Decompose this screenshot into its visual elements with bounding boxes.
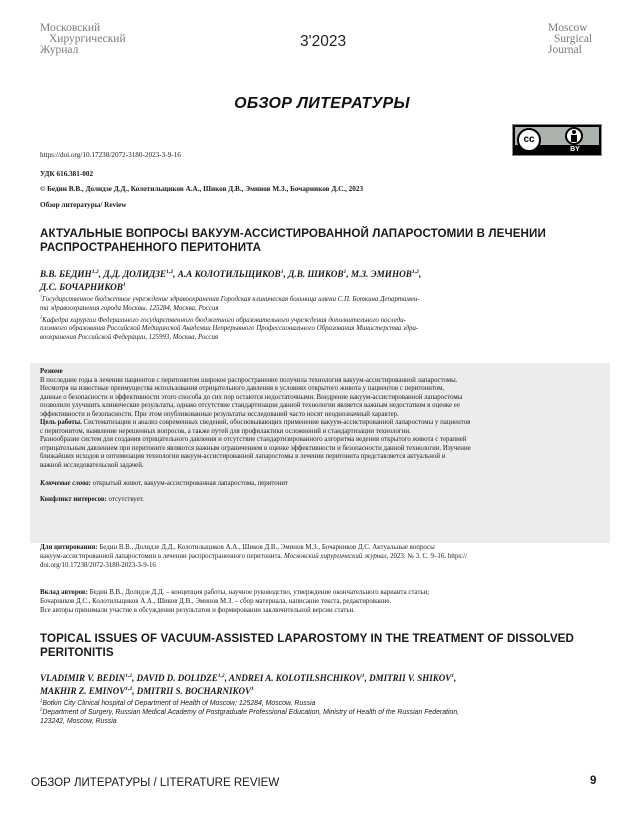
person-icon [565, 127, 583, 145]
affiliation-line: воохранения Российской Федерации, 125993, Москва, Россия [40, 334, 219, 342]
abstract-line: данные о безопасности и эффективности этого способа до сих пор остаются недостаточными. Внедрение вакуум-ассистированной лапаростомы [40, 393, 463, 401]
authors-ru [40, 268, 620, 293]
citation-line: вакуум-ассистированной лапаростомии в лечении распространенного перитонита. [40, 552, 285, 560]
page-number: 9 [590, 775, 597, 787]
author-en-sep: , [454, 673, 457, 683]
citation-journal: Московский хирургический журнал [284, 552, 387, 560]
author-ru-sep: , [418, 269, 422, 279]
journal-logo-ru [40, 23, 150, 56]
author-ru-name: Д.В. ШИКОВ [288, 269, 344, 279]
author-en-sup: 1 [251, 685, 254, 692]
author-ru [103, 269, 175, 279]
title-en-line2: PERITONITIS [40, 645, 114, 659]
author-ru-name: А.А КОЛОТИЛЬЩИКОВ [177, 269, 281, 279]
author-ru-sup: 1 [122, 281, 126, 288]
author-en-sep: , [224, 673, 227, 683]
author-ru [40, 282, 126, 292]
citation-line: Бедин В.В., Долидзе Д.Д., Колотильщиков А.А., Шиков Д.В., Эминов М.З., Бочарников Д.С. Актуальные вопросы [97, 544, 435, 551]
logo-ru-line3: Журнал [40, 44, 79, 56]
contribution-line: Все авторы принимали участие в обсуждении результатов и формировании заключительной версии статьи. [40, 606, 355, 614]
citation [40, 544, 610, 570]
citation-line: , 2023. № 3. С. 9–16. https:// [386, 552, 467, 560]
author-en [40, 686, 135, 696]
author-en-sup: 1 [361, 673, 365, 679]
abstract-line: позволило улучшить клинические результаты, однако отсутствие стандартизации данной технологии является важным недостатком в оценке ее [40, 402, 460, 410]
author-ru-sep: , [283, 269, 286, 279]
author-ru-name: В.В. БЕДИН [40, 269, 92, 279]
contribution-line: Бедин В.В., Долидзе Д.Д. – концепция работы, научное руководство, утверждение окончательного варианта статьи; [87, 589, 430, 596]
abstract-line: эффективности и безопасности. При этом опубликованные результаты исследований часто носят неоднозначный характер. [40, 410, 399, 418]
affiliation-line: пломного образования Российской Медицинской Академии Непрерывного Профессионального Образования Министерства здра- [40, 325, 419, 333]
citation-doi[interactable]: doi.org/10.17238/2072-3180-2023-3-9-16 [40, 561, 156, 569]
author-ru-sup: 1,2 [91, 268, 99, 275]
title-ru-line2: РАСПРОСТРАНЕННОГО ПЕРИТОНИТА [40, 240, 262, 254]
affiliation-en-sup: 2 [40, 706, 43, 712]
logo-en-line2: Surgical [554, 33, 593, 45]
author-en-name: MAKHIR Z. EMINOV [40, 685, 126, 696]
author-en-name: DMITRII V. SHIKOV [369, 673, 452, 683]
logo-en-line1: Moscow [548, 22, 588, 34]
author-en-sup: 1,2 [125, 685, 133, 692]
affiliation-en-line: 123242, Moscow, Russia [40, 717, 117, 725]
author-en [369, 673, 456, 683]
author-ru-sup: 1,2 [166, 268, 174, 275]
author-ru-sup: 1 [343, 268, 347, 275]
cc-icon-text: cc [523, 134, 535, 145]
author-ru [351, 269, 421, 279]
author-en [40, 673, 134, 683]
doi-link[interactable]: https://doi.org/10.17238/2072-3180-2023-3-9-16 [40, 151, 181, 159]
journal-logo-en [548, 23, 618, 56]
affiliation-line: Кафедра хирургии Федерального государственного бюджетного образовательного учреждения дополнительного последи- [42, 316, 406, 324]
author-ru-sep: , [98, 269, 102, 279]
contribution-label: Вклад авторов: [40, 589, 88, 596]
affiliations-en [40, 697, 620, 726]
author-ru-sep: , [173, 269, 176, 279]
author-en-name: DMITRII S. BOCHARNIKOV [136, 685, 252, 696]
contribution-line: Бочарников Д.С., Колотильщиков А.А., Шиков Д.В., Эминов М.З. – сбор материала, написание текста, редактирование. [40, 597, 392, 605]
authors-en [40, 672, 620, 697]
logo-ru-line1: Московский [40, 22, 101, 34]
author-en [137, 673, 227, 683]
title-en-line1: TOPICAL ISSUES OF VACUUM-ASSISTED LAPAROSTOMY IN THE TREATMENT OF DISSOLVED [40, 632, 574, 645]
conflict: отсутствует. [106, 496, 144, 504]
author-en-name: ANDREI A. KOLOTILSHCHIKOV [228, 673, 362, 683]
logo-en-line3: Journal [548, 44, 582, 56]
author-ru [178, 269, 286, 279]
logo-ru-line2: Хирургический [49, 33, 126, 45]
affiliation-sup: 1 [40, 293, 43, 299]
author-en-sup: 1 [451, 673, 455, 679]
author-ru [288, 269, 349, 279]
article-type: Обзор литературы/ Review [40, 201, 127, 209]
abstract-heading: Резюме [40, 368, 63, 375]
goal-line: Систематизация и анализ современных сведений, обосновывающих применение вакуум-ассистированной лапаростомы у пациентов [81, 419, 471, 427]
author-ru [40, 269, 101, 279]
author-ru-name: М.З. ЭМИНОВ [350, 269, 412, 279]
article-title-en [40, 632, 620, 659]
abstract-line: В последние годы в лечении пациентов с перитонитом широкое распространение получила технология вакуум-ассистированной лапаростомы. [40, 376, 458, 384]
affiliation-line: та здравоохранения города Москвы. 125284, Москва, Россия [40, 304, 219, 312]
citation-label: Для цитирования: [40, 544, 98, 551]
by-label: BY [570, 146, 580, 153]
author-en-sup: 1,2 [217, 673, 225, 679]
issue-number: 3'2023 [300, 33, 347, 50]
author-en-name: DAVID D. DOLIDZE [136, 673, 218, 683]
author-contribution [40, 589, 610, 615]
affiliation-sup: 2 [40, 314, 43, 320]
affiliation-en-line: Department of Surgery, Russian Medical Academy of Postgraduate Professional Education, Ministry of Health of the Russian Federation, [42, 708, 460, 716]
conclusion-line: ближайших исходов и оптимизация технологии вакуум-ассистированной лапаростомы в лечении перитонита представляется актуальной и [40, 453, 446, 461]
affiliation-ru-2 [40, 314, 620, 343]
author-en-name: VLADIMIR V. BEDIN [40, 673, 126, 683]
author-ru-sep: , [346, 269, 349, 279]
author-en-sep: , [132, 673, 135, 683]
keywords: открытый живот, вакуум-ассистированная лапаростома, перитонит [90, 479, 289, 487]
goal-label: Цель работы. [40, 419, 82, 427]
author-ru-sup: 1 [280, 268, 284, 275]
goal-line: с перитонитом, выявление нерешенных вопросов, а также путей для профилактики осложнений и стандартизации технологии. [40, 427, 411, 435]
section-title: ОБЗОР ЛИТЕРАТУРЫ [234, 95, 410, 112]
conclusion-line: отрицательным давлением при перитоните являются важным ограничением в оценке эффективности и безопасности данной технологии. Изучение [40, 444, 471, 452]
copyright: © Бедин В.В., Долидзе Д.Д., Колотильщиков А.А., Шиков Д.В., Эминов М.З., Бочарников Д.С., 2023 [40, 185, 364, 193]
affiliations-ru [40, 293, 620, 343]
author-en-sep: , [364, 673, 367, 683]
author-ru-name: Д.Д. ДОЛИДЗЕ [103, 269, 167, 279]
author-en [137, 686, 254, 696]
footer-section-label: ОБЗОР ЛИТЕРАТУРЫ / LITERATURE REVIEW [31, 777, 280, 789]
affiliation-ru-1 [40, 293, 620, 314]
author-ru-sup: 1,2 [411, 268, 419, 275]
title-ru-line1: АКТУАЛЬНЫЕ ВОПРОСЫ ВАКУУМ-АССИСТИРОВАННОЙ ЛАПАРОСТОМИИ В ЛЕЧЕНИИ [40, 227, 546, 240]
abstract-box [30, 363, 610, 543]
author-ru-name: Д.С. БОЧАРНИКОВ [40, 281, 123, 292]
keywords-label: Ключевые слова: [40, 479, 91, 487]
conclusion-line: важной исследовательской задачей. [40, 462, 144, 470]
conflict-label: Конфликт интересов: [40, 496, 107, 504]
author-en-sep: , [132, 685, 135, 696]
cc-by-license-badge[interactable] [512, 124, 602, 156]
affiliation-line: Государственное бюджетное учреждение здравоохранения Городская клиническая больница имени С.П. Боткина Департамен- [42, 296, 420, 303]
article-title-ru [40, 227, 620, 254]
author-en [229, 673, 367, 683]
cc-icon [517, 128, 541, 152]
affiliation-en-sup: 1 [40, 697, 43, 703]
affiliation-en-line: Botkin City Clinical hospital of Department of Health of Moscow; 125284, Moscow, Russia [42, 700, 316, 707]
abstract-line: Несмотря на известные преимущества использования отрицательного давления в условиях открытого живота у пациентов с перитонитом, [40, 385, 445, 393]
udk: УДК 616.381-002 [40, 170, 94, 178]
conclusion-line: Разнообразие систем для создания отрицательного давления и отсутствие стандартизированного алгоритма ведения открытого живота с терапией [40, 436, 467, 444]
author-en-sup: 1,2 [125, 673, 133, 679]
